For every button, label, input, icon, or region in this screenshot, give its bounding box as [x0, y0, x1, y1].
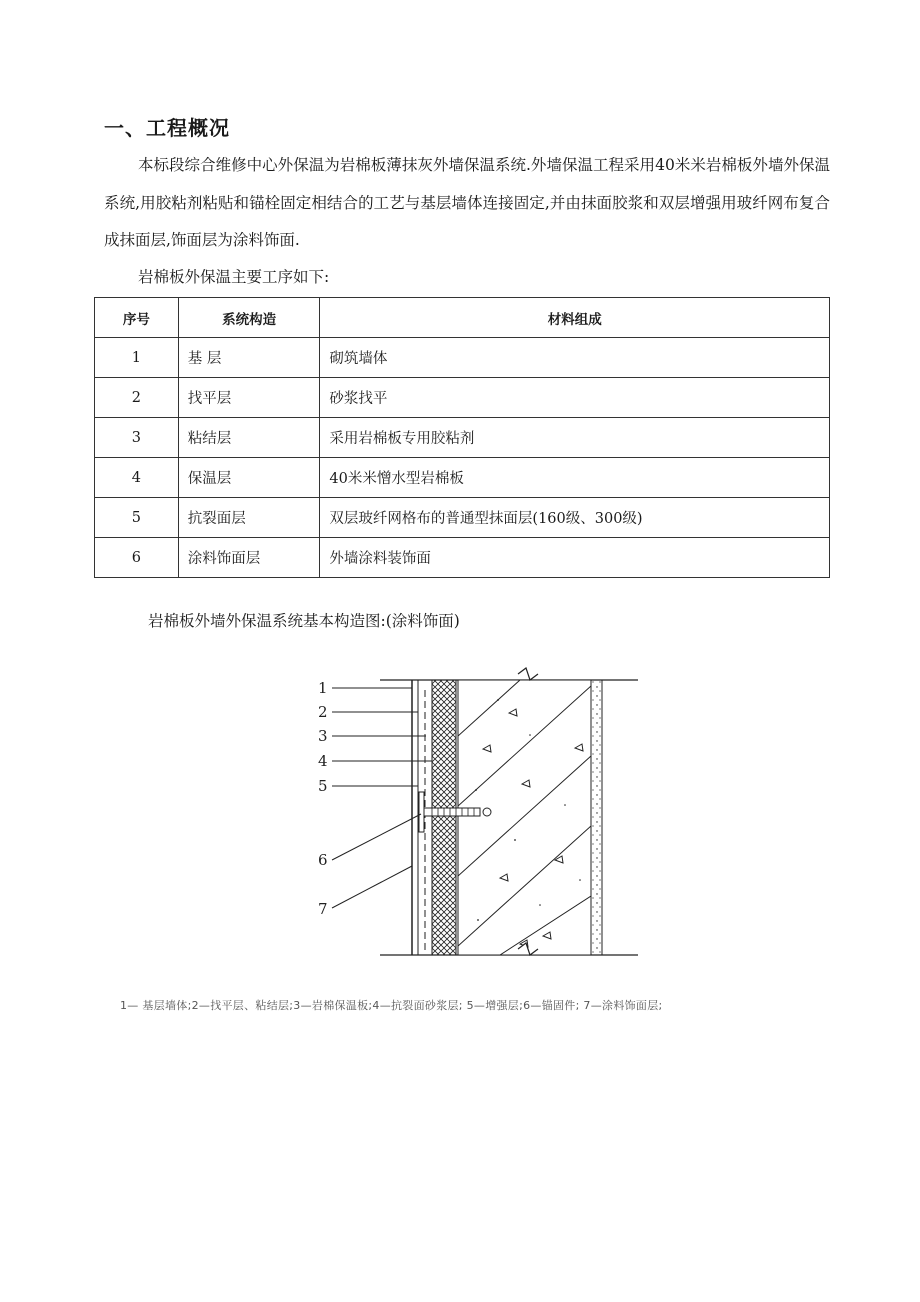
row-no: 5 [95, 498, 179, 538]
break-mark-top [518, 668, 538, 680]
diagram-caption: 1— 基层墙体;2—找平层、粘结层;3—岩棉保温板;4—抗裂面砂浆层; 5—增强层;6—锚固件; 7—涂料饰面层; [120, 999, 663, 1012]
table-row [95, 418, 830, 458]
intro-paragraph: 本标段综合维修中心外保温为岩棉板薄抹灰外墙保温系统.外墙保温工程采用40米米岩棉板外墙外保温系统,用胶粘剂粘贴和锚栓固定相结合的工艺与基层墙体连接固定,并由抹面胶浆和双层增强用玻纤网布复合成抹面层,饰面层为涂料饰面. [104, 156, 830, 249]
table-row [95, 338, 830, 378]
table-row [95, 498, 830, 538]
label-7: 7 [318, 900, 328, 918]
section-heading: 一、工程概况 [104, 116, 230, 140]
row-structure: 粘结层 [178, 418, 320, 458]
table-header-row [95, 298, 830, 338]
base-wall [458, 680, 591, 955]
row-structure: 基 层 [178, 338, 320, 378]
label-1: 1 [318, 679, 328, 697]
row-no: 3 [95, 418, 179, 458]
label-2: 2 [318, 703, 328, 721]
process-intro: 岩棉板外保温主要工序如下: [138, 268, 330, 286]
table-row [95, 538, 830, 578]
header-material: 材料组成 [320, 298, 830, 338]
row-material: 砂浆找平 [320, 378, 830, 418]
row-no: 2 [95, 378, 179, 418]
row-structure: 找平层 [178, 378, 320, 418]
row-material: 双层玻纤网格布的普通型抹面层(160级、300级) [320, 498, 830, 538]
row-material: 采用岩棉板专用胶粘剂 [320, 418, 830, 458]
diagram-title: 岩棉板外墙外保温系统基本构造图:(涂料饰面) [148, 612, 460, 630]
label-3: 3 [318, 727, 328, 745]
process-table [94, 297, 830, 578]
interior-plaster [591, 680, 602, 955]
row-no: 1 [95, 338, 179, 378]
wall-section-diagram [0, 660, 920, 990]
table-row [95, 378, 830, 418]
label-6: 6 [318, 851, 328, 869]
row-no: 4 [95, 458, 179, 498]
row-structure: 抗裂面层 [178, 498, 320, 538]
label-5: 5 [318, 777, 328, 795]
table-row [95, 458, 830, 498]
row-structure: 保温层 [178, 458, 320, 498]
header-no: 序号 [95, 298, 179, 338]
row-no: 6 [95, 538, 179, 578]
row-material: 外墙涂料装饰面 [320, 538, 830, 578]
row-material: 砌筑墙体 [320, 338, 830, 378]
row-structure: 涂料饰面层 [178, 538, 320, 578]
row-material: 40米米憎水型岩棉板 [320, 458, 830, 498]
rockwool-board [432, 680, 456, 955]
label-4: 4 [318, 752, 328, 770]
header-structure: 系统构造 [178, 298, 320, 338]
